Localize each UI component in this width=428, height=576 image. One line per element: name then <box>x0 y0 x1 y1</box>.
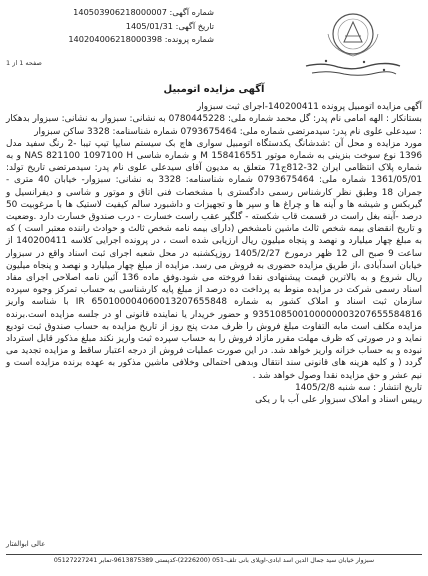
ad-number-label: شماره آگهی: <box>169 7 214 17</box>
registry-seal-logo <box>298 10 408 82</box>
ad-number: 140503906218000007 <box>73 7 167 17</box>
parties-paragraph: بستانکار : الهه امامی نام پدر: گل محمد شماره ملی: 0780445228 به نشانی: سبزوار به نشانی: سبزوار بدهکار : سیدعلی علوی نام پدر: سیدمرتضی شماره ملی: 0793675464 شماره شناسنامه: 3328 ساکن سبزوار <box>6 114 422 137</box>
registry-head-line: رییس اسناد و املاک سبزوار علی آب با ر یکی <box>255 395 422 406</box>
ad-date-label: تاریخ آگهی: <box>175 20 214 31</box>
footer-divider <box>6 554 422 555</box>
seal-emblem-icon <box>298 10 408 82</box>
announcement-title: آگهی مزایده اتومبیل <box>163 84 265 95</box>
ad-date: 1405/01/31 <box>125 20 173 31</box>
auction-file-heading: آگهی مزایده اتومبیل پرونده 140200411-اجرای ثبت سبزوار <box>196 102 422 113</box>
announcement-body <box>6 80 422 406</box>
page-indicator: صفحه 1 از 1 <box>6 59 42 67</box>
ad-number-row <box>4 6 214 20</box>
ad-date-row <box>4 20 214 34</box>
file-number: 140204006218000398 <box>68 34 163 44</box>
publish-date-line: تاریخ انتشار : سه شنبه 1405/2/8 <box>295 382 422 393</box>
signer-name: عالی ابوالفتار <box>6 540 46 548</box>
footer-address: سبزوار خیابان سید جمال الدین اسد ابادی-اویلای بانی تلف-051 (2226200)-کدپستی 9613875389-تمابر 05127227241 <box>53 557 375 564</box>
file-number-row <box>4 33 214 47</box>
file-number-label: شماره پرونده: <box>164 34 214 44</box>
ad-meta <box>4 6 214 47</box>
auction-details-paragraph: مورد مزایده و محل آن :شدشانگ یکدستگاه اتومبیل سواری هاچ بک سیستم سایپا تیپ تیبا -2 رنگ سفید مدل 1396 نوع سوخت بنزینی به شماره موتور M 158416551 و شماره شاسی NAS 821100 1097100 H و به شماره پلاک انتظامی ایران 32-812ج71 متعلق به مدیون آقای سیدعلی علوی نام پدر: سیدمرتضی تاریخ تولد: 1361/05/01 شماره ملی: 0793675464 شماره شناسنامه: 3328 به نشانی: سبزوار- خیابان 40 متری - جمران 18 وطبق نظر کارشناس رسمی دادگستری با مشخصات فنی اتاق و موتور و شاسی و دیفرانسیل و گیربکس و شیشه ها و آینه ها و چراغ ها و سپر ها و تجهیزات و داشبورد سالم کیفیت لاستیک ها با مرغوبیت 50 درصد -آینه بغل راست در قسمت قاب شکسته - گلگیر عقب راست خسارت - درب صندوق خسارت دارد .وضعیت و تاریخ انقضای بیمه شخص ثالث ماشین نامشخص (دارای بیمه نامه شخص ثالث و حوادث راننده معتبر است ) که به مبلغ چهار میلیارد و نهصد و پنجاه میلیون ریال ارزیابی شده است ، در پرونده اجرایی کلاسه 140200411 از ساعت 9 صبح الی 12 ظهر درمورخ 1405/2/27 روزپکشنبه در محل شعبه اجرای ثبت اسناد واقع در سبزوار خیابان اسدآبادی ،از طریق مزایده حضوری به فروش می رسد. مزایده از مبلغ چهار میلیارد و نهصد و پنجاه میلیون ریال شروع و به بالاترین قیمت پیشنهادی نقدا فروخته می شود.وفق ماده 136 آئین نامه اصلاحی اجرای مفاد اسناد رسمی شرکت در مزایده منوط به پرداخت ده درصد از مبلغ پایه کارشناسی به حساب تمرکز وجوه سپرده سازمان ثبت اسناد و املاک کشور به شماره IR 650100004060013207655848 با شناسه واریز 935108500100000003207655584816 و حضور خریدار یا نماینده قانونی او در جلسه مزایده است.برنده مزایده مکلف است مابه التفاوت مبلغ فروش را ظرف مدت پنج روز از تاریخ مزایده به حساب صندوق ثبت تودیع نماید و در صورتی که ظرف مهلت مقرر مازاد فروش را به حساب سپرده ثبت واریز نکند مبلغ مذکور قابل استرداد نبوده و به حساب خزانه واریز خواهد شد. در این صورت عملیات فروش از درجه اعتبار ساقط و مزایده تجدید می گردد ( و کلیه هزینه های قانونی سند انتقال وبدهی احتمالی وخلافی ماشین مذکور به عهده برنده مزایده است و نیم عشر و حق مزایده نقدا وصول خواهد شد . <box>6 138 423 381</box>
